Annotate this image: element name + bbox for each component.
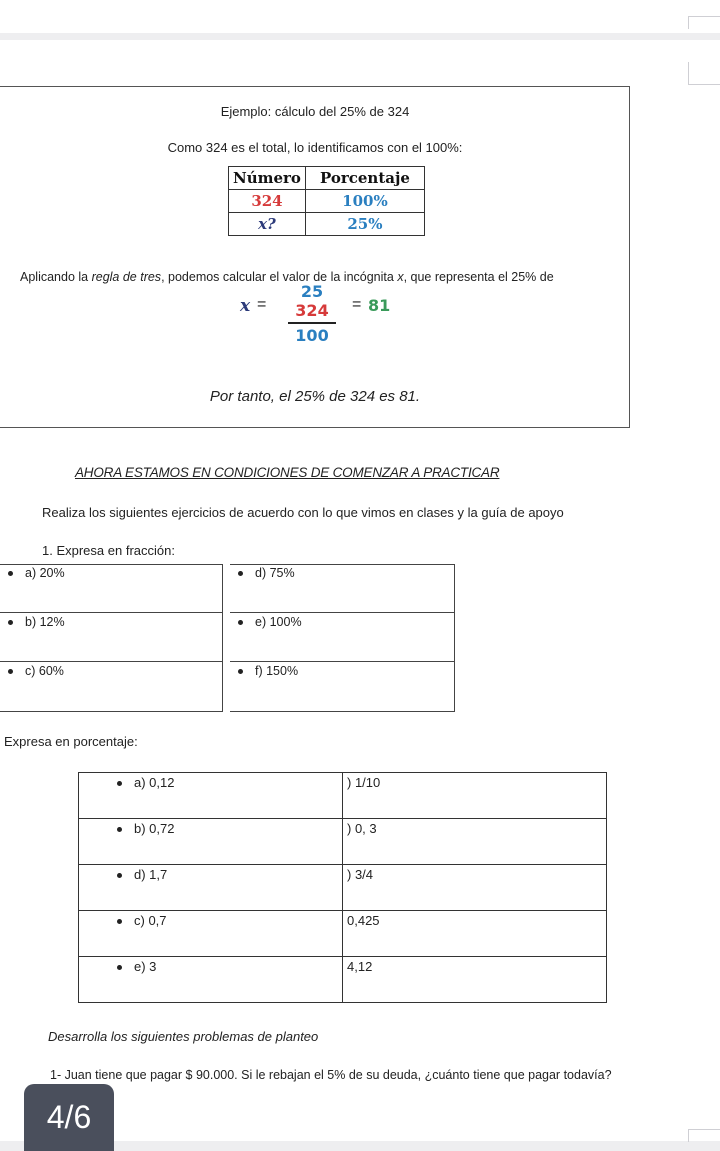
table-cell: 100% [305, 190, 424, 213]
list-item: a) 20% [8, 566, 65, 580]
list-item: b) 12% [8, 615, 65, 629]
formula-numerator-total: 324 [295, 301, 329, 320]
list-item: f) 150% [238, 664, 298, 678]
formula-equals: = [257, 296, 267, 313]
table-header: Número [229, 167, 306, 190]
example-box [0, 86, 630, 428]
page-corner-mark [688, 62, 720, 85]
table-row: e) 3 4,12 [79, 957, 607, 1003]
page-separator-top [0, 33, 720, 40]
formula-result: 81 [368, 296, 391, 315]
table-row: c) 0,7 0,425 [79, 911, 607, 957]
formula-equals: = [352, 296, 362, 313]
page-corner-mark [688, 16, 720, 29]
problems-heading: Desarrolla los siguientes problemas de planteo [48, 1029, 319, 1044]
table-cell: x? [229, 213, 306, 236]
rule-explanation: Aplicando la regla de tres, podemos calcular el valor de la incógnita x, que representa el 25% de [20, 270, 554, 284]
table-cell: 324 [229, 190, 306, 213]
fraction-section-title: 1. Expresa en fracción: [42, 543, 175, 558]
formula-fraction [288, 282, 336, 345]
percent-section-title: Expresa en porcentaje: [4, 734, 138, 749]
table-header: Porcentaje [305, 167, 424, 190]
practice-heading: AHORA ESTAMOS EN CONDICIONES DE COMENZAR A PRACTICAR [75, 465, 500, 480]
table-row: a) 0,12 ) 1/10 [79, 773, 607, 819]
list-item: e) 100% [238, 615, 302, 629]
problem-1: 1- Juan tiene que pagar $ 90.000. Si le rebajan el 5% de su deuda, ¿cuánto tiene que pagar todavía? [50, 1068, 612, 1082]
table-cell: 25% [305, 213, 424, 236]
formula-numerator-percent: 25 [300, 282, 324, 301]
table-row: b) 0,72 ) 0, 3 [79, 819, 607, 865]
list-item: c) 60% [8, 664, 64, 678]
example-intro: Como 324 es el total, lo identificamos con el 100%: [167, 140, 463, 155]
formula-variable: x [240, 296, 251, 316]
table-row: d) 1,7 ) 3/4 [79, 865, 607, 911]
formula-denominator: 100 [295, 325, 329, 345]
page-indicator[interactable]: 4/6 [24, 1084, 114, 1151]
instructions: Realiza los siguientes ejercicios de acuerdo con lo que vimos en clases y la guía de apoyo [42, 505, 564, 520]
list-item: d) 75% [238, 566, 295, 580]
page-corner-mark [688, 1129, 720, 1142]
percent-table [78, 772, 607, 1003]
proportion-table [228, 166, 425, 236]
example-title: Ejemplo: cálculo del 25% de 324 [220, 104, 410, 119]
example-conclusion: Por tanto, el 25% de 324 es 81. [209, 388, 421, 405]
